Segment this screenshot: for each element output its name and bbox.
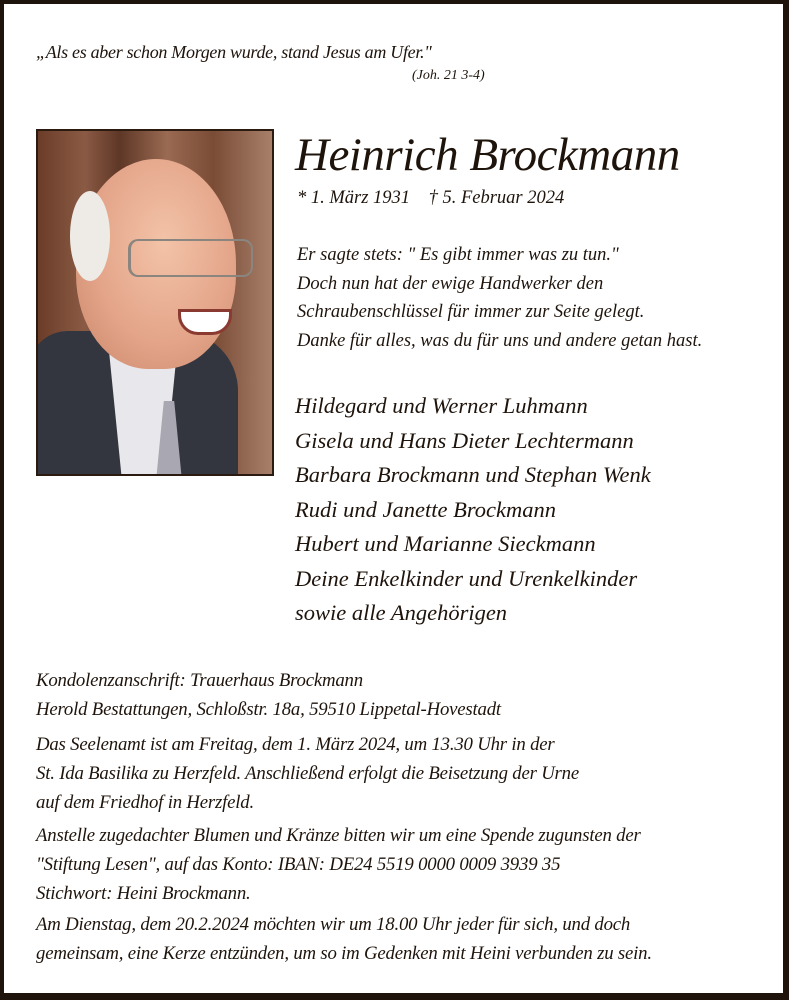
mourner: Hildegard und Werner Luhmann [295,393,588,418]
text-line: Herold Bestattungen, Schloßstr. 18a, 59510 Lippetal-Hovestadt [36,699,501,720]
candle-info [36,910,652,968]
bible-reference: (Joh. 21 3-4) [412,68,485,83]
poem-line: Er sagte stets: " Es gibt immer was zu tun." [297,245,619,265]
text-line: gemeinsam, eine Kerze entzünden, um so im Gedenken mit Heini verbunden zu sein. [36,943,652,964]
death-date: † 5. Februar 2024 [428,188,565,208]
mourner: Barbara Brockmann und Stephan Wenk [295,462,651,487]
poem-line: Danke für alles, was du für uns und andere getan hast. [297,330,703,351]
text-line: St. Ida Basilika zu Herzfeld. Anschließend erfolgt die Beisetzung der Urne [36,763,579,784]
text-line: Das Seelenamt ist am Freitag, dem 1. März 2024, um 13.30 Uhr in der [36,734,555,755]
text-line: Am Dienstag, dem 20.2.2024 möchten wir um 18.00 Uhr jeder für sich, und doch [36,914,631,935]
text-line: Kondolenzanschrift: Trauerhaus Brockmann [36,670,363,691]
poem-line: Schraubenschlüssel für immer zur Seite gelegt. [297,302,645,322]
deceased-name: Heinrich Brockmann [295,129,680,181]
mourner: Rudi und Janette Brockmann [295,496,556,522]
poem [297,241,702,355]
portrait-photo [36,129,274,476]
text-line: auf dem Friedhof in Herzfeld. [36,792,254,813]
condolence-address [36,666,501,724]
mourner: Gisela und Hans Dieter Lechtermann [295,427,634,453]
donation-info [36,821,641,908]
mourner: sowie alle Angehörigen [295,600,508,625]
text-line: Anstelle zugedachter Blumen und Kränze bitten wir um eine Spende zugunsten der [36,825,641,846]
mourners-list [295,389,651,631]
poem-line: Doch nun hat der ewige Handwerker den [297,273,604,294]
bible-quote: „Als es aber schon Morgen wurde, stand Jesus am Ufer." [36,42,432,62]
text-line: Stichwort: Heini Brockmann. [36,883,251,904]
text-line: "Stiftung Lesen", auf das Konto: IBAN: DE24 5519 0000 0009 3939 35 [36,854,561,875]
life-dates [297,188,564,209]
obituary-card [4,4,783,993]
mourner: Hubert und Marianne Sieckmann [295,531,596,556]
mourner: Deine Enkelkinder und Urenkelkinder [295,565,638,591]
birth-date: * 1. März 1931 [297,188,411,208]
service-info [36,730,579,817]
